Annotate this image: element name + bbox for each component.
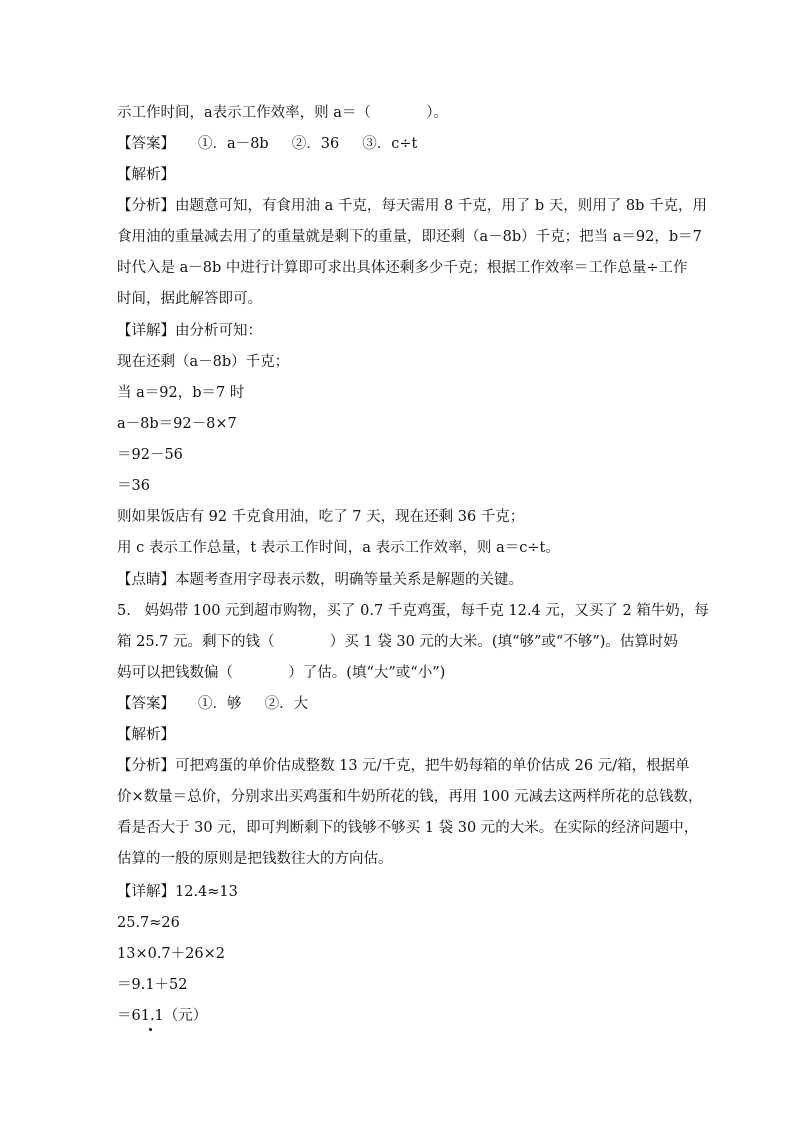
text-line: 食用油的重量减去用了的重量就是剩下的重量，即还剩（a－8b）千克；把当 a＝92，b＝7 xyxy=(117,229,702,245)
text-line: 价×数量＝总价，分别求出买鸡蛋和牛奶所花的钱，再用 100 元减去这两样所花的总钱数， xyxy=(117,789,703,805)
question-line: 箱 25.7 元。剩下的钱（ ）买 1 袋 30 元的大米。(填“够”或“不够”)。估算时妈 xyxy=(117,634,678,650)
text-line: 估算的一般的原则是把钱数往大的方向估。 xyxy=(117,851,393,867)
text-line: 看是否大于 30 元，即可判断剩下的钱够不够买 1 袋 30 元的大米。在实际的经济问题中， xyxy=(117,820,699,836)
answer-line: 【答案】 ①．够 ②．大 xyxy=(117,696,309,712)
text-line: 时代入是 a－8b 中进行计算即可求出具体还剩多少千克；根据工作效率＝工作总量÷工作 xyxy=(117,260,688,276)
detail-heading: 【详解】12.4≈13 xyxy=(117,884,238,900)
detail-heading: 【详解】由分析可知： xyxy=(117,323,262,339)
equation-line: 13×0.7＋26×2 xyxy=(117,946,225,962)
text-line: 现在还剩（a－8b）千克； xyxy=(117,354,290,370)
analysis-heading: 【解析】 xyxy=(117,727,175,743)
analysis-heading: 【解析】 xyxy=(117,167,175,183)
text-line: 【分析】可把鸡蛋的单价估成整数 13 元/千克，把牛奶每箱的单价估成 26 元/箱，根据单 xyxy=(117,758,690,774)
equation-line: ＝92－56 xyxy=(117,447,183,463)
text-line: 则如果饭店有 92 千克食用油，吃了 7 天，现在还剩 36 千克； xyxy=(117,509,525,525)
equation-line: ＝36 xyxy=(117,478,150,494)
text-line: 当 a＝92，b＝7 时 xyxy=(117,385,245,401)
text-line: 用 c 表示工作总量，t 表示工作时间，a 表示工作效率，则 a＝c÷t。 xyxy=(117,540,560,556)
text-line: 【分析】由题意可知，有食用油 a 千克，每天需用 8 千克，用了 b 天，则用了 8b 千克，用 xyxy=(117,198,708,214)
equation-line: a－8b＝92－8×7 xyxy=(117,416,237,432)
equation-line: 25.7≈26 xyxy=(117,915,180,931)
text-line: 示工作时间，a表示工作效率，则 a＝（ ）。 xyxy=(117,105,448,121)
text-line: 时间，据此解答即可。 xyxy=(117,291,262,307)
equation-line: ＝9.1＋52 xyxy=(117,977,188,993)
question-line: 5. 妈妈带 100 元到超市购物，买了 0.7 千克鸡蛋，每千克 12.4 元，又买了 2 箱牛奶，每 xyxy=(117,603,709,619)
answer-line: 【答案】 ①．a－8b ②．36 ③．c÷t xyxy=(117,136,418,152)
stray-dot-mark xyxy=(149,1028,152,1031)
question-line: 妈可以把钱数偏（ ）了估。(填“大”或“小”) xyxy=(117,665,446,681)
equation-line: ＝61.1（元） xyxy=(117,1008,208,1024)
comment-line: 【点睛】本题考查用字母表示数，明确等量关系是解题的关键。 xyxy=(117,572,523,588)
